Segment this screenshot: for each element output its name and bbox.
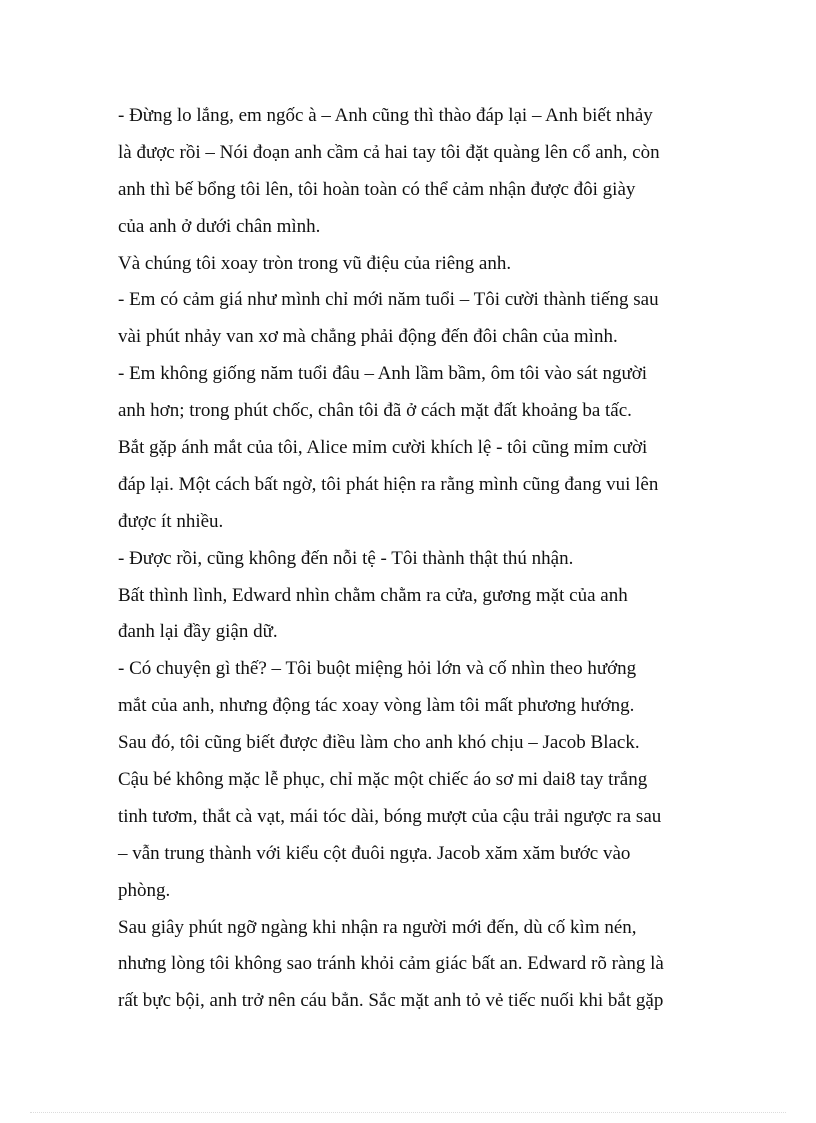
text-line: Bất thình lình, Edward nhìn chằm chằm ra cửa, gương mặt của anh [118,584,628,606]
text-line: là được rồi – Nói đoạn anh cầm cả hai tay tôi đặt quàng lên cổ anh, còn [118,141,660,163]
text-line: đáp lại. Một cách bất ngờ, tôi phát hiện ra rằng mình cũng đang vui lên [118,473,659,495]
text-line: được ít nhiều. [118,510,224,532]
text-line: Sau đó, tôi cũng biết được điều làm cho anh khó chịu – Jacob Black. [118,732,640,754]
text-line: - Em không giống năm tuổi đâu – Anh lầm bầm, ôm tôi vào sát người [118,363,648,385]
text-line: phòng. [118,879,171,901]
text-line: vài phút nhảy van xơ mà chẳng phải động đến đôi chân của mình. [118,326,618,348]
text-line: - Được rồi, cũng không đến nỗi tệ - Tôi thành thật thú nhận. [118,547,574,569]
text-line: Và chúng tôi xoay tròn trong vũ điệu của riêng anh. [118,252,512,274]
text-line: - Em có cảm giá như mình chỉ mới năm tuổi – Tôi cười thành tiếng sau [118,289,659,311]
text-line: đanh lại đầy giận dữ. [118,621,278,643]
text-line: Cậu bé không mặc lễ phục, chỉ mặc một chiếc áo sơ mi dai8 tay trắng [118,769,648,791]
text-line: mắt của anh, nhưng động tác xoay vòng làm tôi mất phương hướng. [118,695,635,717]
text-line: rất bực bội, anh trở nên cáu bẳn. Sắc mặt anh tỏ vẻ tiếc nuối khi bắt gặp [118,990,664,1012]
body-text [118,98,708,1020]
text-line: của anh ở dưới chân mình. [118,215,321,237]
text-line: tinh tươm, thắt cà vạt, mái tóc dài, bóng mượt của cậu trải ngược ra sau [118,805,662,827]
text-line: Bắt gặp ánh mắt của tôi, Alice mỉm cười khích lệ - tôi cũng mỉm cười [118,437,648,459]
page-bottom-divider [30,1112,786,1113]
text-line: - Đừng lo lắng, em ngốc à – Anh cũng thì thào đáp lại – Anh biết nhảy [118,105,653,126]
text-line: nhưng lòng tôi không sao tránh khỏi cảm giác bất an. Edward rõ ràng là [118,953,664,975]
text-line: anh thì bế bổng tôi lên, tôi hoàn toàn có thể cảm nhận được đôi giày [118,178,636,200]
text-line: – vẫn trung thành với kiểu cột đuôi ngựa. Jacob xăm xăm bước vào [118,842,631,864]
text-line: Sau giây phút ngỡ ngàng khi nhận ra người mới đến, dù cố kìm nén, [118,916,637,938]
text-line: anh hơn; trong phút chốc, chân tôi đã ở cách mặt đất khoảng ba tấc. [118,400,632,422]
text-line: - Có chuyện gì thế? – Tôi buột miệng hỏi lớn và cố nhìn theo hướng [118,658,637,680]
